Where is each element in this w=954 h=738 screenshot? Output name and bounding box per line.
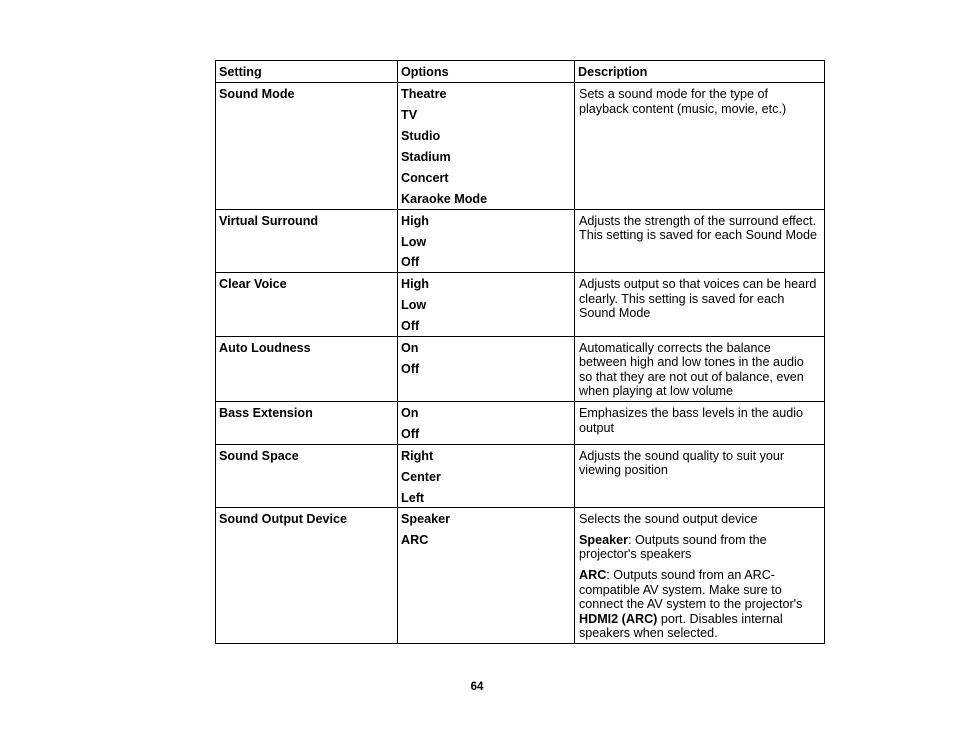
table-row (216, 209, 825, 273)
description-text: : Outputs sound from an ARC-compatible AV system. Make sure to connect the AV system to the projector's (579, 567, 803, 612)
description-paragraph (579, 533, 820, 562)
setting-name-cell: Sound Space (216, 444, 398, 508)
sound-settings-table (215, 60, 825, 644)
description-paragraph (579, 214, 820, 243)
description-bold-term: HDMI2 (ARC) (579, 611, 658, 626)
option-value: Speaker (401, 512, 451, 527)
options-cell (398, 336, 575, 401)
table-row (216, 273, 825, 337)
description-cell (575, 444, 825, 508)
header-setting: Setting (216, 61, 398, 83)
description-cell (575, 273, 825, 337)
description-text: Adjusts output so that voices can be heard clearly. This setting is saved for each Sound Mode (579, 277, 817, 321)
description-cell (575, 508, 825, 644)
description-paragraph (579, 449, 820, 478)
option-value: High (401, 213, 429, 228)
description-paragraph (579, 87, 820, 116)
options-cell (398, 508, 575, 644)
options-cell (398, 273, 575, 337)
setting-name-cell: Sound Mode (216, 83, 398, 210)
option-value: Off (401, 319, 420, 334)
options-cell (398, 209, 575, 273)
options-cell (398, 444, 575, 508)
table-row (216, 83, 825, 210)
option-value: High (401, 277, 429, 292)
option-value: TV (401, 107, 418, 122)
description-paragraph (579, 341, 820, 399)
option-value: Right (401, 448, 434, 463)
option-value: On (401, 340, 419, 355)
setting-name-cell: Virtual Surround (216, 209, 398, 273)
description-paragraph (579, 512, 820, 527)
description-bold-term: Speaker (579, 532, 629, 547)
option-value: Concert (401, 170, 449, 185)
setting-name-cell: Sound Output Device (216, 508, 398, 644)
table-row (216, 508, 825, 644)
description-text: Selects the sound output device (579, 512, 758, 527)
description-text: port. Disables internal speakers when selected. (579, 611, 783, 641)
description-text: Emphasizes the bass levels in the audio output (579, 406, 804, 435)
description-paragraph (579, 406, 820, 435)
setting-name-cell: Auto Loudness (216, 336, 398, 401)
header-description: Description (575, 61, 825, 83)
description-paragraph (579, 277, 820, 321)
table-row (216, 402, 825, 445)
options-cell (398, 83, 575, 210)
description-bold-term: ARC (579, 567, 607, 582)
option-value: Karaoke Mode (401, 191, 488, 206)
option-value: Studio (401, 128, 441, 143)
option-value: Stadium (401, 149, 451, 164)
option-value: Off (401, 255, 420, 270)
setting-name-cell: Clear Voice (216, 273, 398, 337)
table-header (216, 61, 825, 83)
description-paragraph (579, 568, 820, 641)
table-row (216, 444, 825, 508)
description-text: Adjusts the strength of the surround effect. This setting is saved for each Sound Mode (579, 213, 818, 243)
option-value: Left (401, 490, 425, 505)
description-cell (575, 336, 825, 401)
description-cell (575, 83, 825, 210)
description-text: Adjusts the sound quality to suit your viewing position (579, 448, 785, 478)
description-text: Automatically corrects the balance between high and low tones in the audio so that they are not out of balance, even when playing at low volume (579, 340, 804, 399)
description-text: : Outputs sound from the projector's speakers (579, 532, 767, 562)
table-body (216, 83, 825, 644)
description-text: Sets a sound mode for the type of playback content (music, movie, etc.) (579, 87, 787, 116)
options-cell (398, 402, 575, 445)
option-value: On (401, 406, 419, 421)
table-header-row (216, 61, 825, 83)
option-value: Low (401, 234, 427, 249)
option-value: Off (401, 427, 420, 441)
option-value: Off (401, 361, 420, 376)
option-value: ARC (401, 533, 429, 548)
table-row (216, 336, 825, 401)
option-value: Center (401, 469, 441, 484)
setting-name-cell: Bass Extension (216, 402, 398, 445)
description-cell (575, 402, 825, 445)
option-value: Low (401, 298, 427, 313)
option-value: Theatre (401, 87, 447, 101)
description-cell (575, 209, 825, 273)
header-options: Options (398, 61, 575, 83)
page-number: 64 (470, 681, 484, 693)
